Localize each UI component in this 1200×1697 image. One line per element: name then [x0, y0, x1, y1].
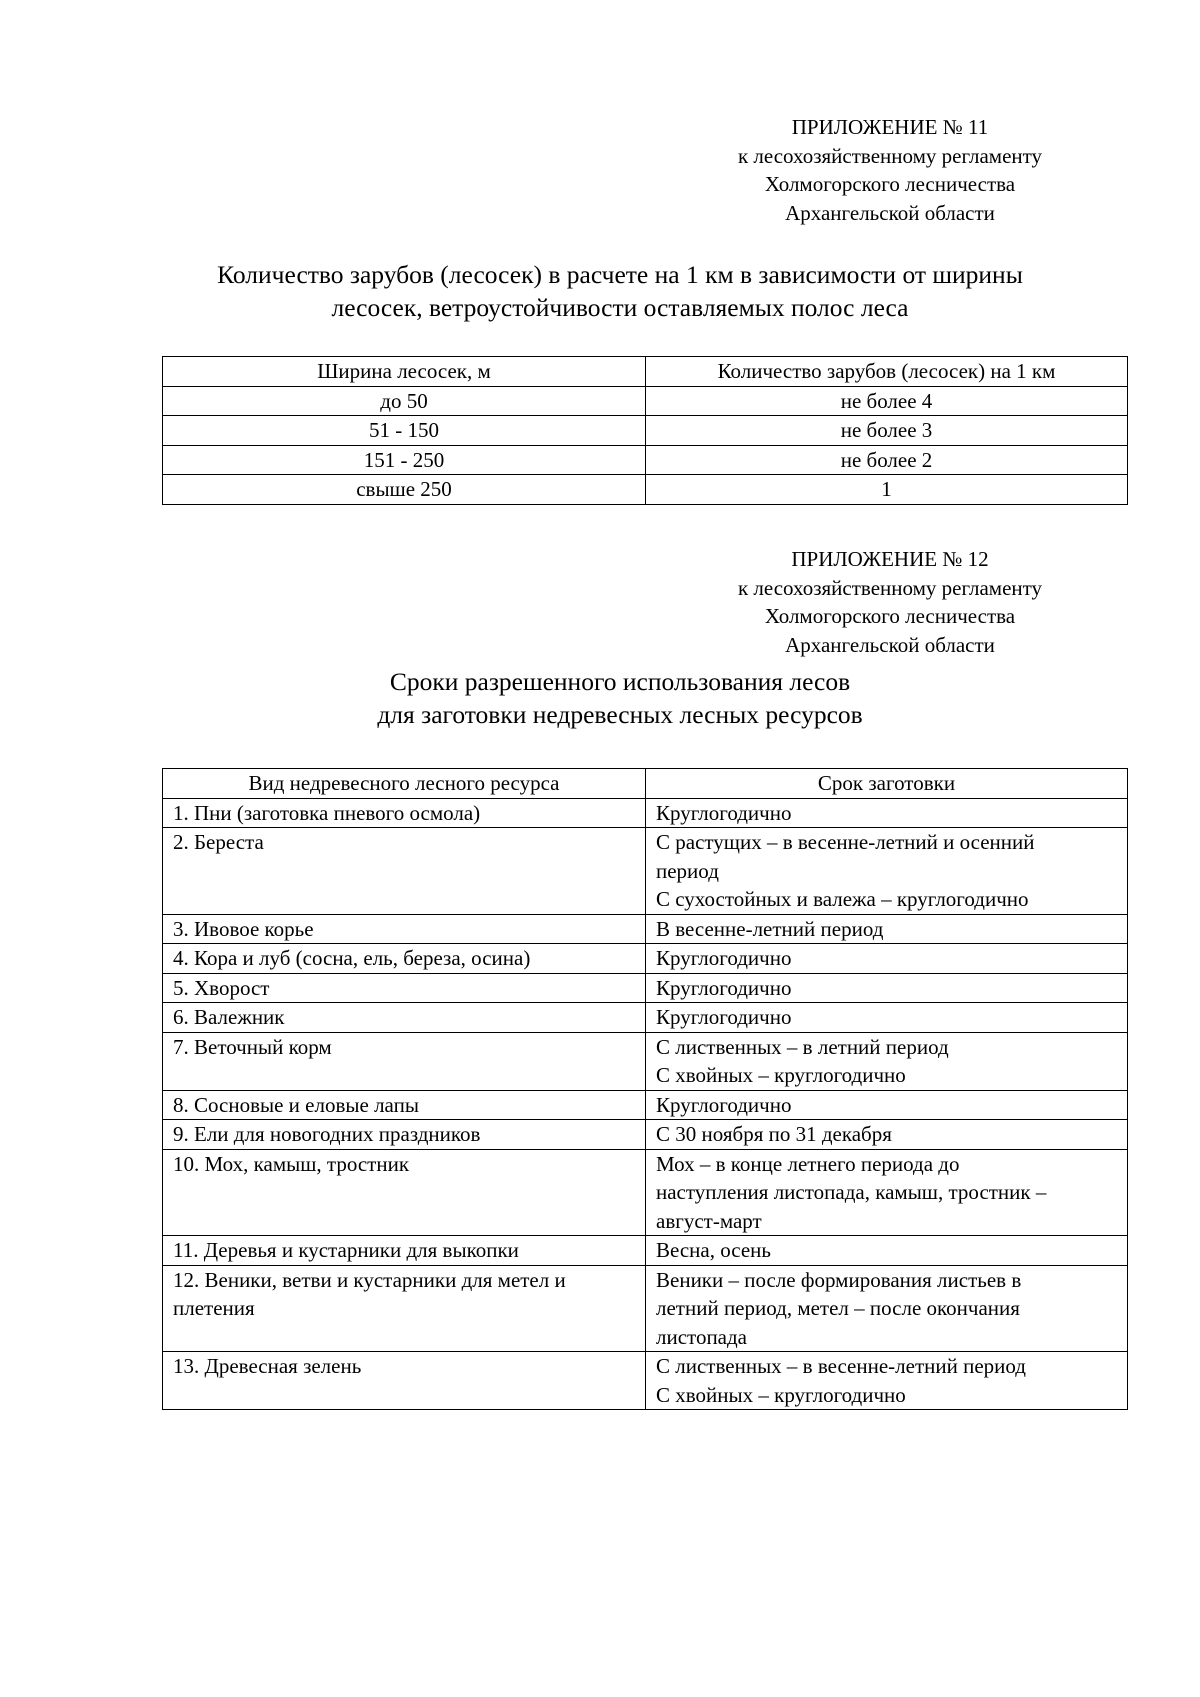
resource-cell: 9. Ели для новогодних праздников	[163, 1120, 646, 1150]
resource-cell: 8. Сосновые и еловые лапы	[163, 1090, 646, 1120]
term-line: август-март	[656, 1208, 762, 1233]
term-cell	[646, 973, 1128, 1003]
table-row	[163, 416, 1128, 446]
table-row	[163, 914, 1128, 944]
term-line: Круглогодично	[656, 1005, 792, 1029]
resource-cell: 4. Кора и луб (сосна, ель, береза, осина)	[163, 944, 646, 974]
table-row	[163, 1236, 1128, 1266]
table-row	[163, 445, 1128, 475]
term-line: С лиственных – в весенне-летний период	[656, 1354, 1026, 1378]
term-line: наступления листопада, камыш, тростник –	[656, 1180, 1047, 1204]
appendix-11-line-3: Холмогорского лесничества	[764, 172, 1016, 196]
table-1-title	[130, 258, 1110, 324]
term-line: период	[656, 858, 719, 883]
term-cell	[646, 798, 1128, 828]
table-1-cell-count: 1	[646, 475, 1128, 505]
appendix-12-line-2: к лесохозяйственному регламенту	[737, 575, 1043, 600]
resource-cell: 11. Деревья и кустарники для выкопки	[163, 1236, 646, 1266]
table-row	[163, 1352, 1128, 1410]
appendix-11-line-4: Архангельской области	[785, 200, 995, 225]
table-1-cell-width: 151 - 250	[163, 445, 646, 475]
table-2-title-line-1: Сроки разрешенного использования лесов	[389, 667, 851, 696]
term-cell	[646, 1120, 1128, 1150]
term-cell	[646, 944, 1128, 974]
table-1-cell-width: свыше 250	[163, 475, 646, 505]
term-cell	[646, 914, 1128, 944]
table-1-title-line-2: лесосек, ветроустойчивости оставляемых полос леса	[331, 293, 909, 322]
term-cell	[646, 1352, 1128, 1410]
term-line: С лиственных – в летний период	[656, 1034, 949, 1059]
term-line: летний период, метел – после окончания	[656, 1296, 1020, 1320]
term-line: С 30 ноября по 31 декабря	[656, 1122, 892, 1146]
term-cell	[646, 828, 1128, 915]
table-1-cell-count: не более 2	[646, 445, 1128, 475]
table-row	[163, 386, 1128, 416]
resource-cell: 10. Мох, камыш, тростник	[163, 1149, 646, 1236]
appendix-12-line-3: Холмогорского лесничества	[764, 604, 1016, 628]
term-line: С хвойных – круглогодично	[656, 1063, 906, 1087]
term-line: Весна, осень	[656, 1238, 771, 1262]
table-1-header-width: Ширина лесосек, м	[163, 357, 646, 387]
resource-cell: 2. Береста	[163, 828, 646, 915]
table-1-header-count: Количество зарубов (лесосек) на 1 км	[646, 357, 1128, 387]
table-row	[163, 798, 1128, 828]
table-row	[163, 944, 1128, 974]
table-row	[163, 1265, 1128, 1352]
term-line: Мох – в конце летнего периода до	[656, 1151, 960, 1176]
table-row	[163, 1032, 1128, 1090]
table-row	[163, 1120, 1128, 1150]
resource-cell: 13. Древесная зелень	[163, 1352, 646, 1410]
resource-cell: 5. Хворост	[163, 973, 646, 1003]
table-2-title	[130, 665, 1110, 731]
table-row	[163, 1090, 1128, 1120]
appendix-12-line-4: Архангельской области	[785, 632, 995, 657]
table-1-cell-count: не более 3	[646, 416, 1128, 446]
term-line: С растущих – в весенне-летний и осенний	[656, 830, 1035, 854]
table-1-cell-width: 51 - 150	[163, 416, 646, 446]
appendix-12-heading: ПРИЛОЖЕНИЕ № 12	[791, 547, 989, 571]
table-row	[163, 1003, 1128, 1033]
table-2-header-resource: Вид недревесного лесного ресурса	[163, 769, 646, 799]
term-line: Круглогодично	[656, 800, 792, 825]
table-row	[163, 828, 1128, 915]
term-cell	[646, 1265, 1128, 1352]
table-1-cell-count: не более 4	[646, 386, 1128, 416]
term-cell	[646, 1236, 1128, 1266]
term-line: Круглогодично	[656, 946, 792, 970]
cutting-areas-table	[162, 356, 1128, 505]
table-2-body	[163, 798, 1128, 1410]
resource-cell: 12. Веники, ветви и кустарники для метел и плетения	[163, 1265, 646, 1352]
term-cell	[646, 1003, 1128, 1033]
table-1-cell-width: до 50	[163, 386, 646, 416]
term-cell	[646, 1032, 1128, 1090]
appendix-11-line-2: к лесохозяйственному регламенту	[737, 143, 1043, 168]
table-row	[163, 475, 1128, 505]
term-cell	[646, 1090, 1128, 1120]
table-1-title-line-1: Количество зарубов (лесосек) в расчете на 1 км в зависимости от ширины	[217, 260, 1023, 289]
resource-cell: 3. Ивовое корье	[163, 914, 646, 944]
table-2-header-row	[163, 769, 1128, 799]
term-line: листопада	[656, 1324, 748, 1349]
term-cell	[646, 1149, 1128, 1236]
table-row	[163, 973, 1128, 1003]
table-row	[163, 1149, 1128, 1236]
resource-cell: 1. Пни (заготовка пневого осмола)	[163, 798, 646, 828]
appendix-12-header	[700, 545, 1080, 659]
term-line: Круглогодично	[656, 1092, 792, 1117]
table-1-header-row	[163, 357, 1128, 387]
term-line: С хвойных – круглогодично	[656, 1382, 906, 1407]
term-line: Веники – после формирования листьев в	[656, 1267, 1022, 1292]
resource-cell: 6. Валежник	[163, 1003, 646, 1033]
appendix-11-heading: ПРИЛОЖЕНИЕ № 11	[791, 115, 989, 139]
term-line: В весенне-летний период	[656, 916, 884, 941]
term-line: С сухостойных и валежа – круглогодично	[656, 887, 1029, 911]
table-2-header-term: Срок заготовки	[646, 769, 1128, 799]
term-line: Круглогодично	[656, 975, 792, 1000]
table-2-title-line-2: для заготовки недревесных лесных ресурсов	[377, 700, 863, 729]
non-timber-resources-table	[162, 768, 1128, 1410]
resource-cell: 7. Веточный корм	[163, 1032, 646, 1090]
appendix-11-header	[700, 113, 1080, 227]
